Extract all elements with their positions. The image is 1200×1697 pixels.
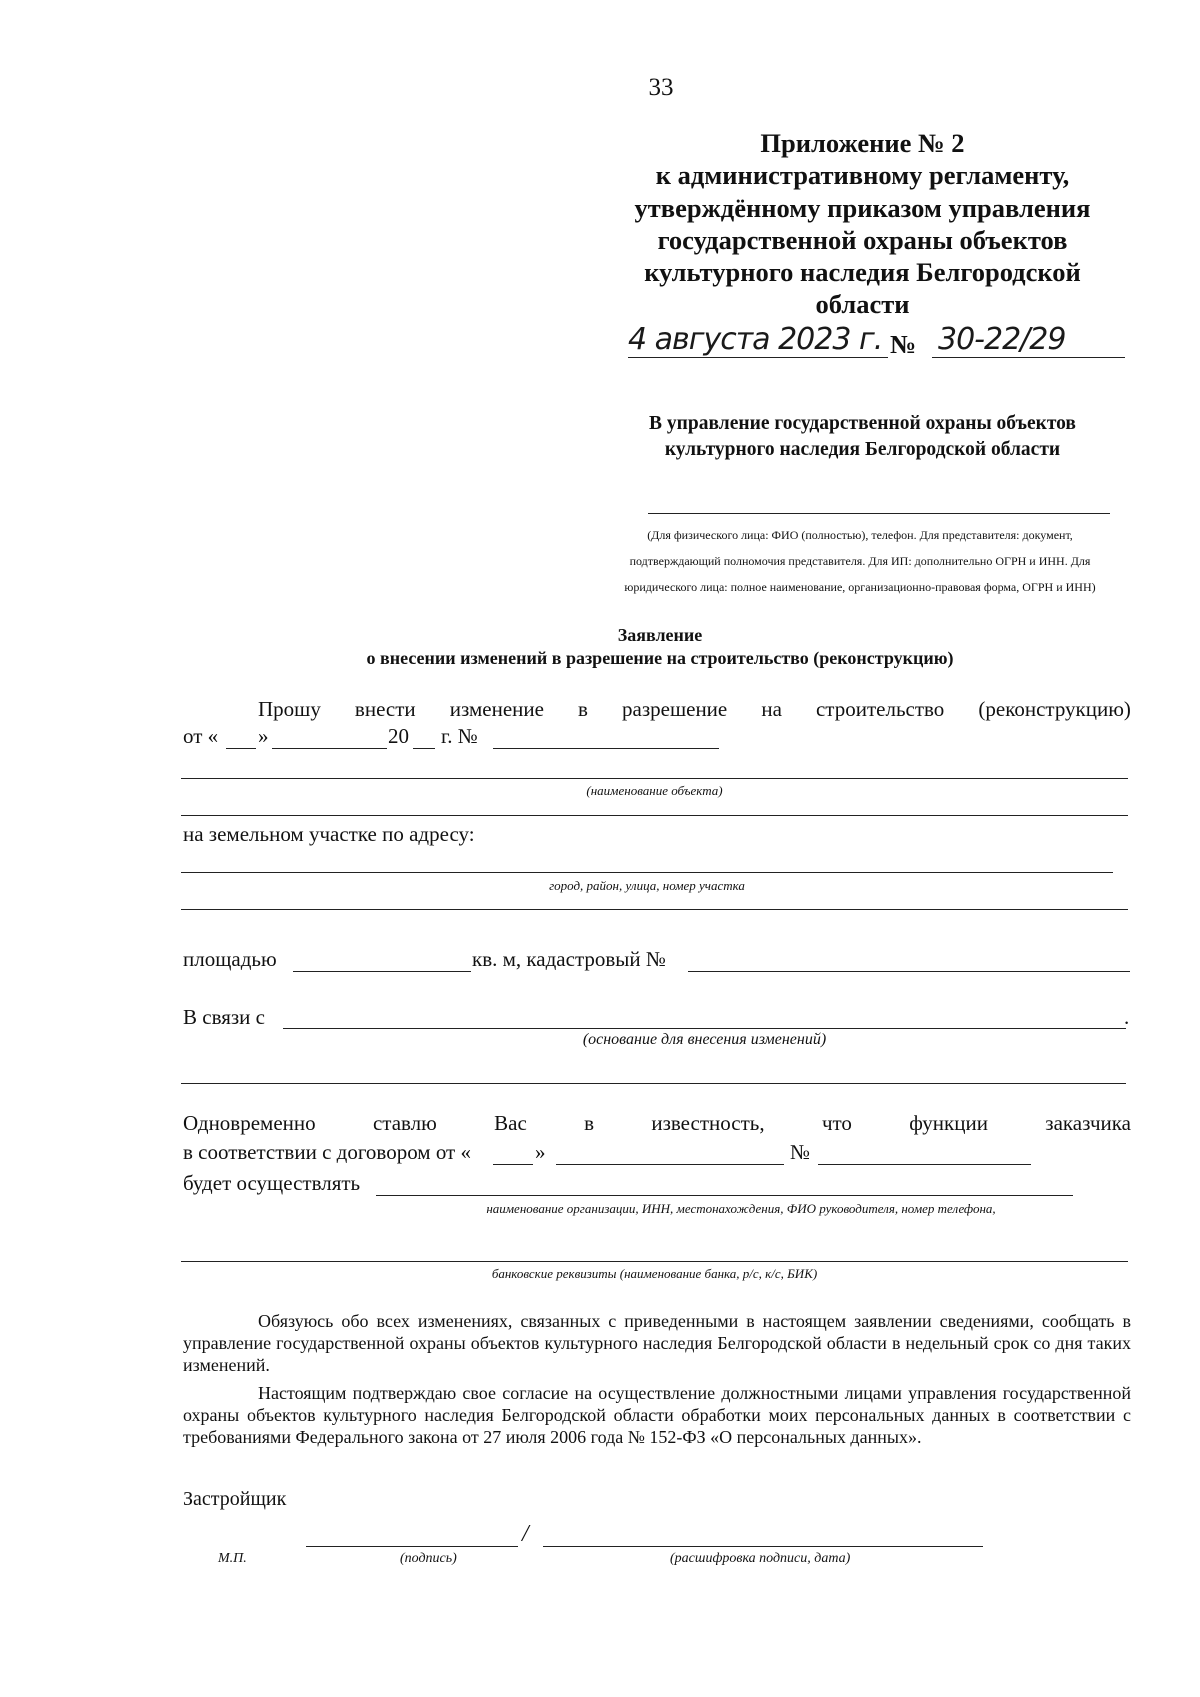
developer-label: Застройщик (183, 1488, 287, 1510)
area-label: площадью (183, 947, 277, 971)
obligation-text: Обязуюсь обо всех изменениях, связанных с приведенными в настоящем заявлении сведениями, сообщать в управление государственной охраны объектов культурного наследия Белгородской области в недельный срок со дня таких изменений. (183, 1311, 1131, 1375)
request-word: строительство (815, 697, 945, 721)
form-subtitle: о внесении изменений в разрешение на строительство (реконструкцию) (366, 648, 954, 668)
permit-date-prefix: от « (183, 724, 219, 748)
signature-caption: (подпись) (400, 1551, 457, 1566)
permit-year-field[interactable] (413, 748, 435, 749)
signature-slash: / (522, 1521, 529, 1547)
customer-word: Вас (494, 1111, 527, 1135)
form-title: Заявление (617, 625, 703, 645)
permit-day-field[interactable] (226, 748, 256, 749)
applicant-line (648, 513, 1110, 514)
bank-details-field[interactable] (181, 1261, 1128, 1262)
appendix-line: государственной охраны объектов (657, 224, 1068, 255)
customer-word: что (821, 1111, 852, 1135)
handwritten-date: 4 августа 2023 г. (628, 322, 883, 357)
signature-decode-field[interactable] (543, 1546, 983, 1547)
appendix-line: культурного наследия Белгородской (644, 257, 1081, 288)
request-word: разрешение (622, 697, 728, 721)
consent-paragraph (183, 1382, 1131, 1448)
appendix-line: области (815, 289, 910, 320)
bank-details-caption: банковские реквизиты (наименование банка, р/с, к/с, БИК) (491, 1266, 818, 1281)
contract-date-field[interactable] (556, 1164, 784, 1165)
object-name-caption: (наименование объекта) (586, 783, 723, 798)
obligation-paragraph (183, 1310, 1131, 1376)
permit-date-mid: » (258, 724, 269, 748)
contract-prefix: в соответствии с договором от « (183, 1140, 471, 1164)
appendix-line: к административному регламенту, (655, 160, 1070, 191)
permit-number-label: г. № (441, 724, 478, 748)
permit-year-prefix: 20 (388, 724, 409, 748)
consent-text: Настоящим подтверждаю свое согласие на осуществление должностными лицами управления государственной охраны объектов культурного наследия Белгородской области обработки моих персональных данных в соответствии с требованиями Федерального закона от 27 июля 2006 года № 152-ФЗ «О персональных данных». (183, 1383, 1131, 1447)
permit-number-field[interactable] (493, 748, 719, 749)
applicant-note-line: (Для физического лица: ФИО (полностью), телефон. Для представителя: документ, (647, 528, 1073, 542)
will-perform-label: будет осуществлять (183, 1171, 361, 1195)
reason-period: . (1124, 1005, 1130, 1029)
addressee (600, 411, 1125, 463)
appendix-line: утверждённому приказом управления (634, 192, 1091, 223)
contract-mid: » (535, 1140, 546, 1164)
object-name-field[interactable] (181, 778, 1128, 779)
page-number: 33 (648, 74, 674, 101)
seal-label: М.П. (218, 1551, 247, 1566)
applicant-note-line: подтверждающий полномочия представителя. Для ИП: дополнительно ОГРН и ИНН. Для (629, 554, 1091, 568)
customer-word: известность, (651, 1111, 765, 1135)
request-word: внести (354, 697, 416, 721)
customer-sentence (183, 1111, 1131, 1136)
signature-field[interactable] (306, 1546, 518, 1547)
customer-word: функции (909, 1111, 988, 1135)
customer-word: в (584, 1111, 595, 1135)
date-underline (628, 357, 888, 358)
reason-label: В связи с (183, 1005, 265, 1029)
reason-field[interactable] (283, 1028, 1126, 1029)
reason-caption: (основание для внесения изменений) (582, 1031, 827, 1048)
handwritten-order-number: 30-22/29 (938, 322, 1066, 357)
number-underline (932, 357, 1125, 358)
request-word: Прошу (258, 697, 321, 721)
customer-word: Одновременно (183, 1111, 316, 1135)
land-plot-label: на земельном участке по адресу: (183, 822, 475, 846)
reason-field-2[interactable] (181, 1083, 1126, 1084)
customer-word: ставлю (372, 1111, 437, 1135)
addressee-line: В управление государственной охраны объектов (649, 413, 1076, 434)
contract-day-field[interactable] (493, 1164, 533, 1165)
area-field[interactable] (293, 971, 471, 972)
appendix-title: Приложение № 2 (760, 128, 965, 158)
request-word: в (578, 697, 588, 721)
address-field[interactable] (181, 872, 1113, 873)
customer-word: заказчика (1045, 1111, 1131, 1135)
address-field-2[interactable] (181, 909, 1128, 910)
request-word: на (761, 697, 782, 721)
appendix-header (600, 127, 1125, 321)
contract-number-field[interactable] (818, 1164, 1031, 1165)
customer-organization-caption: наименование организации, ИНН, местонахождения, ФИО руководителя, номер телефона, (486, 1201, 996, 1216)
request-sentence (258, 697, 1131, 722)
signature-decode-caption: (расшифровка подписи, дата) (670, 1551, 851, 1566)
request-word: изменение (449, 697, 544, 721)
request-word: (реконструкцию) (978, 697, 1131, 721)
permit-month-field[interactable] (272, 748, 387, 749)
applicant-note-line: юридического лица: полное наименование, организационно-правовая форма, ОГРН и ИНН) (624, 580, 1096, 594)
applicant-note (580, 522, 1140, 600)
object-name-field-2[interactable] (181, 815, 1128, 816)
address-caption: город, район, улица, номер участка (549, 878, 745, 893)
cadastral-number-field[interactable] (688, 971, 1130, 972)
order-number-label: № (890, 330, 917, 359)
customer-organization-field[interactable] (376, 1195, 1073, 1196)
cadastral-label: кв. м, кадастровый № (472, 947, 666, 971)
contract-number-label: № (790, 1140, 811, 1164)
addressee-line: культурного наследия Белгородской области (664, 439, 1061, 460)
